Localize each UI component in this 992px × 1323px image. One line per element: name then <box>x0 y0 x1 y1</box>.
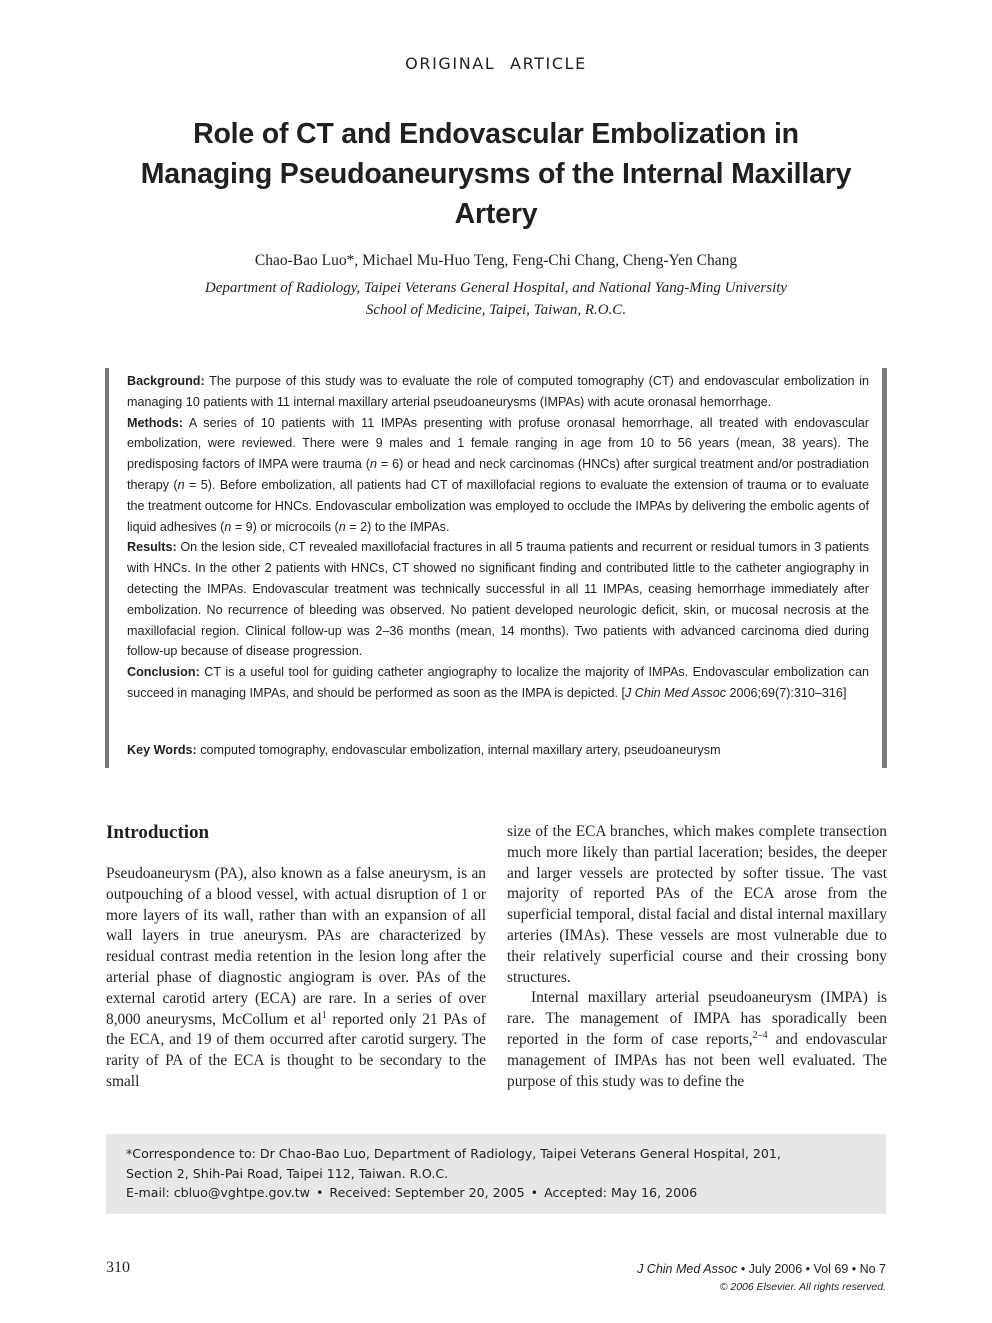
background-text: The purpose of this study was to evaluate the role of computed tomography (CT) and endovascular embolization in managing 10 patients with 11 internal maxillary arterial pseudoaneurysms (IMPAs) with acute oronasal hemorrhage. <box>127 374 869 409</box>
bullet-separator: • <box>530 1185 539 1200</box>
email: E-mail: cbluo@vghtpe.gov.tw <box>126 1185 310 1200</box>
page-number: 310 <box>106 1259 130 1276</box>
abstract-results <box>127 537 869 662</box>
conclusion-label: Conclusion: <box>127 665 200 680</box>
methods-n: n <box>177 477 185 492</box>
citation-journal: J Chin Med Assoc <box>624 685 726 700</box>
key-words-label: Key Words: <box>127 743 197 757</box>
results-label: Results: <box>127 540 177 555</box>
paragraph-text: reported only 21 PAs of the ECA, and 19 of them occurred after carotid surgery. The rarity of PA of the ECA is thought to be secondary to the small <box>106 1010 486 1090</box>
author-list: Chao-Bao Luo*, Michael Mu-Huo Teng, Feng-Chi Chang, Cheng-Yen Chang <box>254 252 738 269</box>
key-words <box>127 743 869 757</box>
section-label: ORIGINAL ARTICLE <box>405 54 587 73</box>
abstract-methods <box>127 413 869 538</box>
methods-n: n <box>224 519 232 534</box>
methods-text: = 5). Before embolization, all patients had CT of maxillofacial regions to evaluate the extension of trauma or to evaluate the treatment outcome for HNCs. Endovascular embolization was employed to occlude the IMPAs by delivering the embolic agents of liquid adhesives ( <box>127 477 869 534</box>
methods-label: Methods: <box>127 415 183 430</box>
paragraph-text: Internal maxillary arterial pseudoaneurysm (IMPA) is rare. The management of IMPA has sporadically been reported in the form of case reports, <box>507 989 887 1048</box>
article-title: Role of CT and Endovascular Embolization in Managing Pseudoaneurysms of the Internal Maxillary Artery <box>140 118 852 230</box>
methods-text: A series of 10 patients with 11 IMPAs presenting with profuse oronasal hemorrhage, all treated with endovascular embolization, were reviewed. There were 9 males and 1 female ranging in age from 10 to 56 years (mean, 38 years). The predisposing factors of IMPA were trauma ( <box>127 415 869 472</box>
paragraph-text: and endovascular management of IMPAs has not been well evaluated. The purpose of this study was to define the <box>507 1030 887 1090</box>
background-label: Background: <box>127 374 205 388</box>
reference-sup: 1 <box>321 1009 327 1021</box>
correspondence-line-1: *Correspondence to: Dr Chao-Bao Luo, Department of Radiology, Taipei Veterans General Hospital, 201, <box>126 1146 781 1161</box>
body-column-left <box>106 822 486 1093</box>
correspondence-line-2: Section 2, Shih-Pai Road, Taipei 112, Taiwan. R.O.C. <box>126 1165 449 1181</box>
abstract-box <box>105 368 887 768</box>
received-date: Received: September 20, 2005 <box>329 1185 525 1200</box>
citation-rest: 2006;69(7):310–316] <box>726 685 847 700</box>
correspondence-box <box>106 1134 886 1214</box>
journal-name: J Chin Med Assoc <box>637 1262 738 1276</box>
body-column-right <box>507 822 887 1092</box>
methods-n: n <box>338 519 346 534</box>
affiliation: Department of Radiology, Taipei Veterans General Hospital, and National Yang-Ming University School of Medicine, Taipei, Taiwan, R.O.C. <box>204 280 788 318</box>
copyright: © 2006 Elsevier. All rights reserved. <box>719 1281 886 1293</box>
issue-info: • July 2006 • Vol 69 • No 7 <box>737 1262 886 1276</box>
intro-paragraph-2 <box>507 988 887 1092</box>
intro-paragraph-1 <box>106 864 486 1093</box>
paragraph-text: Pseudoaneurysm (PA), also known as a false aneurysm, is an outpouching of a blood vessel, with actual disruption of 1 or more layers of its wall, rather than with an expansion of all wall layers in true aneurysm. PAs are characterized by residual contrast media retention in the lesion long after the arterial phase of diagnostic angiogram is over. PAs of the external carotid artery (ECA) are rare. In a series of over 8,000 aneurysms, McCollum et al <box>106 865 486 1028</box>
correspondence-line-3 <box>126 1183 866 1203</box>
methods-text: = 9) or microcoils ( <box>231 519 339 534</box>
results-text: On the lesion side, CT revealed maxillofacial fractures in all 5 trauma patients and recurrent or residual tumors in 3 patients with HNCs. In the other 2 patients with HNCs, CT showed no significant finding and contributed little to the catheter angiography in detecting the IMPAs. Endovascular treatment was technically successful in all 11 IMPAs, ceasing hemorrhage immediately after embolization. No recurrence of bleeding was observed. No patient developed neurologic deficit, skin, or mucosal necrosis at the maxillofacial region. Clinical follow-up was 2–36 months (mean, 14 months). Two patients with advanced carcinoma died during follow-up because of disease progression. <box>127 540 869 659</box>
methods-text: = 2) to the IMPAs. <box>345 519 450 534</box>
abstract-body <box>127 371 869 704</box>
methods-n: n <box>369 457 377 472</box>
conclusion-text: CT is a useful tool for guiding catheter angiography to localize the majority of IMPAs. Endovascular embolization can succeed in managing IMPAs, and should be performed as soon as the IMPA is depicted. [ <box>127 665 869 700</box>
intro-paragraph-1-cont: size of the ECA branches, which makes complete transection much more likely than partial laceration; besides, the deeper and larger vessels are protected by softer tissue. The vast majority of reported PAs of the ECA arose from the superficial temporal, distal facial and distal internal maxillary arteries (IMAs). These vessels are most vulnerable due to their relatively superficial course and their crossing bony structures. <box>507 823 887 986</box>
methods-text: = 6) or head and neck carcinomas (HNCs) after surgical treatment and/or postradiation therapy ( <box>127 457 869 492</box>
key-words-text: computed tomography, endovascular embolization, internal maxillary artery, pseudoaneurysm <box>196 743 721 757</box>
journal-footer <box>637 1262 886 1276</box>
abstract-background <box>127 371 869 413</box>
abstract-conclusion <box>127 662 869 704</box>
bullet-separator: • <box>315 1185 324 1200</box>
section-heading-introduction: Introduction <box>106 822 210 843</box>
reference-sup: 2–4 <box>752 1029 768 1041</box>
accepted-date: Accepted: May 16, 2006 <box>544 1185 698 1200</box>
